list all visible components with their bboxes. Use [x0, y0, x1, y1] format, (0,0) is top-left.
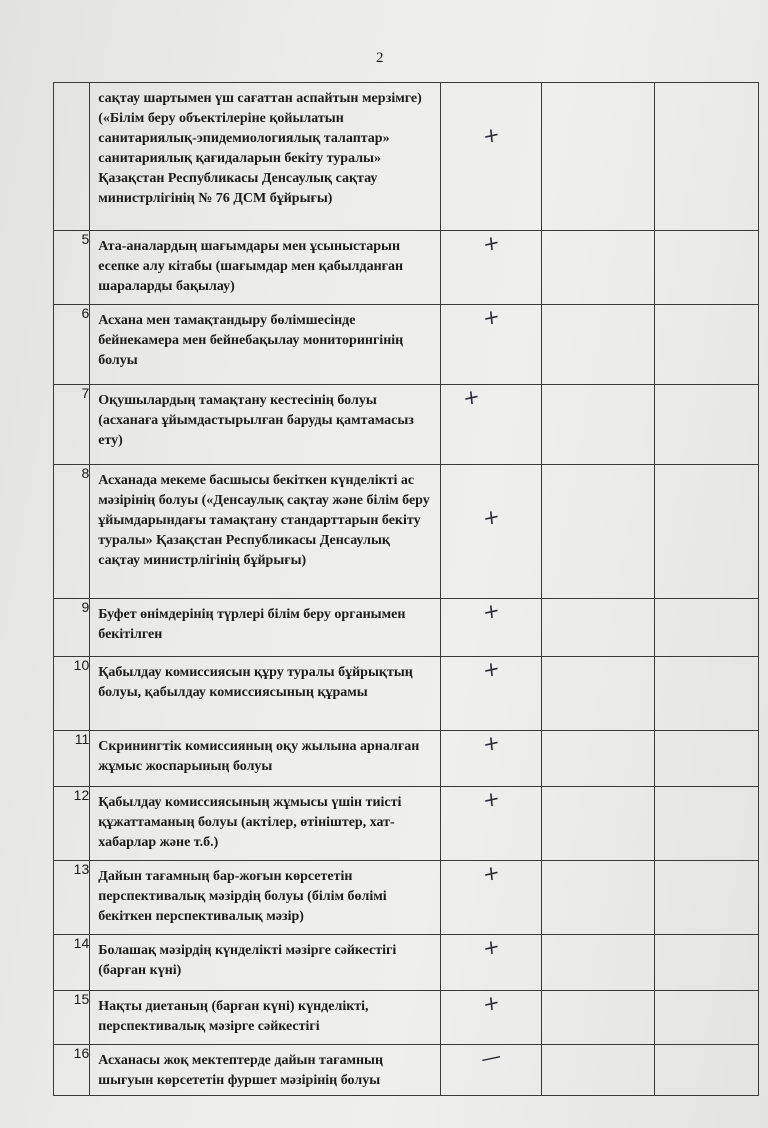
row-number: 15 [54, 991, 90, 1045]
empty-cell [655, 1045, 759, 1096]
table-row [54, 935, 759, 991]
empty-cell [542, 657, 655, 731]
empty-cell [542, 731, 655, 787]
row-text: Оқушылардың тамақтану кестесінің болуы (асханаға ұйымдастырылған баруды қамтамасыз ету) [90, 385, 440, 465]
empty-cell [542, 465, 655, 599]
table-row [54, 385, 759, 465]
row-number: 16 [54, 1045, 90, 1096]
table-row [54, 787, 759, 861]
row-number: 5 [54, 231, 90, 305]
empty-cell [542, 231, 655, 305]
handwritten-mark: + [481, 655, 501, 683]
table-row [54, 991, 759, 1045]
handwritten-mark: + [481, 859, 501, 887]
checklist-table [53, 82, 759, 1096]
handwritten-mark: + [481, 933, 501, 961]
row-text: сақтау шартымен үш сағаттан аспайтын мерзімге) («Білім беру объектілеріне қойылатын санитариялық-эпидемиологиялық талаптар» санитариялық қағидаларын бекіту туралы» Қазақстан Республикасы Денсаулық сақтау министрлігінің № 76 ДСМ бұйрығы) [90, 83, 440, 231]
row-text: Болашақ мәзірдің күнделікті мәзірге сәйкестігі (барған күні) [90, 935, 440, 991]
row-text: Асханасы жоқ мектептерде дайын тағамның шығуын көрсететін фуршет мәзірінің болуы [90, 1045, 440, 1096]
handwritten-mark: + [481, 503, 501, 531]
row-text: Ата-аналардың шағымдары мен ұсыныстарын есепке алу кітабы (шағымдар мен қабылданған шараларды бақылау) [90, 231, 440, 305]
row-number: 11 [54, 731, 90, 787]
empty-cell [655, 787, 759, 861]
table-row [54, 861, 759, 935]
row-number: 8 [54, 465, 90, 599]
empty-cell [655, 935, 759, 991]
handwritten-mark: — [480, 1042, 503, 1072]
row-text: Нақты диетаның (барған күні) күнделікті, перспективалық мәзірге сәйкестігі [90, 991, 440, 1045]
empty-cell [542, 305, 655, 385]
table-row [54, 1045, 759, 1096]
row-number: 13 [54, 861, 90, 935]
table-row [54, 599, 759, 657]
handwritten-mark: + [481, 229, 501, 257]
empty-cell [655, 83, 759, 231]
empty-cell [542, 83, 655, 231]
table-row [54, 305, 759, 385]
empty-cell [542, 935, 655, 991]
row-text: Дайын тағамның бар-жоғын көрсететін перспективалық мәзірдің болуы (білім бөлімі бекіткен перспективалық мәзір) [90, 861, 440, 935]
table-row [54, 657, 759, 731]
empty-cell [655, 731, 759, 787]
handwritten-mark: + [481, 729, 501, 757]
table-row [54, 465, 759, 599]
row-number: 14 [54, 935, 90, 991]
empty-cell [542, 991, 655, 1045]
empty-cell [655, 861, 759, 935]
handwritten-mark: + [481, 597, 501, 625]
row-number: 10 [54, 657, 90, 731]
empty-cell [655, 991, 759, 1045]
handwritten-mark: + [481, 785, 501, 813]
empty-cell [542, 861, 655, 935]
row-text: Қабылдау комиссиясының жұмысы үшін тиісті құжаттаманың болуы (актілер, өтініштер, хат-хабарлар және т.б.) [90, 787, 440, 861]
empty-cell [542, 599, 655, 657]
empty-cell [655, 657, 759, 731]
empty-cell [655, 231, 759, 305]
empty-cell [542, 385, 655, 465]
handwritten-mark: + [481, 303, 501, 331]
table-row [54, 231, 759, 305]
empty-cell [655, 599, 759, 657]
page-number: 2 [376, 50, 384, 66]
handwritten-mark: + [481, 121, 501, 149]
row-text: Асхана мен тамақтандыру бөлімшесінде бейнекамера мен бейнебақылау мониторингінің болуы [90, 305, 440, 385]
row-text: Буфет өнімдерінің түрлері білім беру органымен бекітілген [90, 599, 440, 657]
row-text: Скринингтік комиссияның оқу жылына арналған жұмыс жоспарының болуы [90, 731, 440, 787]
empty-cell [542, 787, 655, 861]
row-number [54, 83, 90, 231]
handwritten-mark: + [461, 383, 481, 411]
row-text: Қабылдау комиссиясын құру туралы бұйрықтың болуы, қабылдау комиссиясының құрамы [90, 657, 440, 731]
table-row [54, 731, 759, 787]
empty-cell [655, 465, 759, 599]
row-number: 7 [54, 385, 90, 465]
empty-cell [542, 1045, 655, 1096]
row-text: Асханада мекеме басшысы бекіткен күнделікті ас мәзірінің болуы («Денсаулық сақтау және білім беру ұйымдарындағы тамақтану стандарттарын бекіту туралы» Қазақстан Республикасы Денсаулық сақтау министрлігінің бұйрығы) [90, 465, 440, 599]
row-number: 9 [54, 599, 90, 657]
row-number: 6 [54, 305, 90, 385]
row-number: 12 [54, 787, 90, 861]
handwritten-mark: + [481, 989, 501, 1017]
empty-cell [655, 305, 759, 385]
table-row [54, 83, 759, 231]
empty-cell [655, 385, 759, 465]
